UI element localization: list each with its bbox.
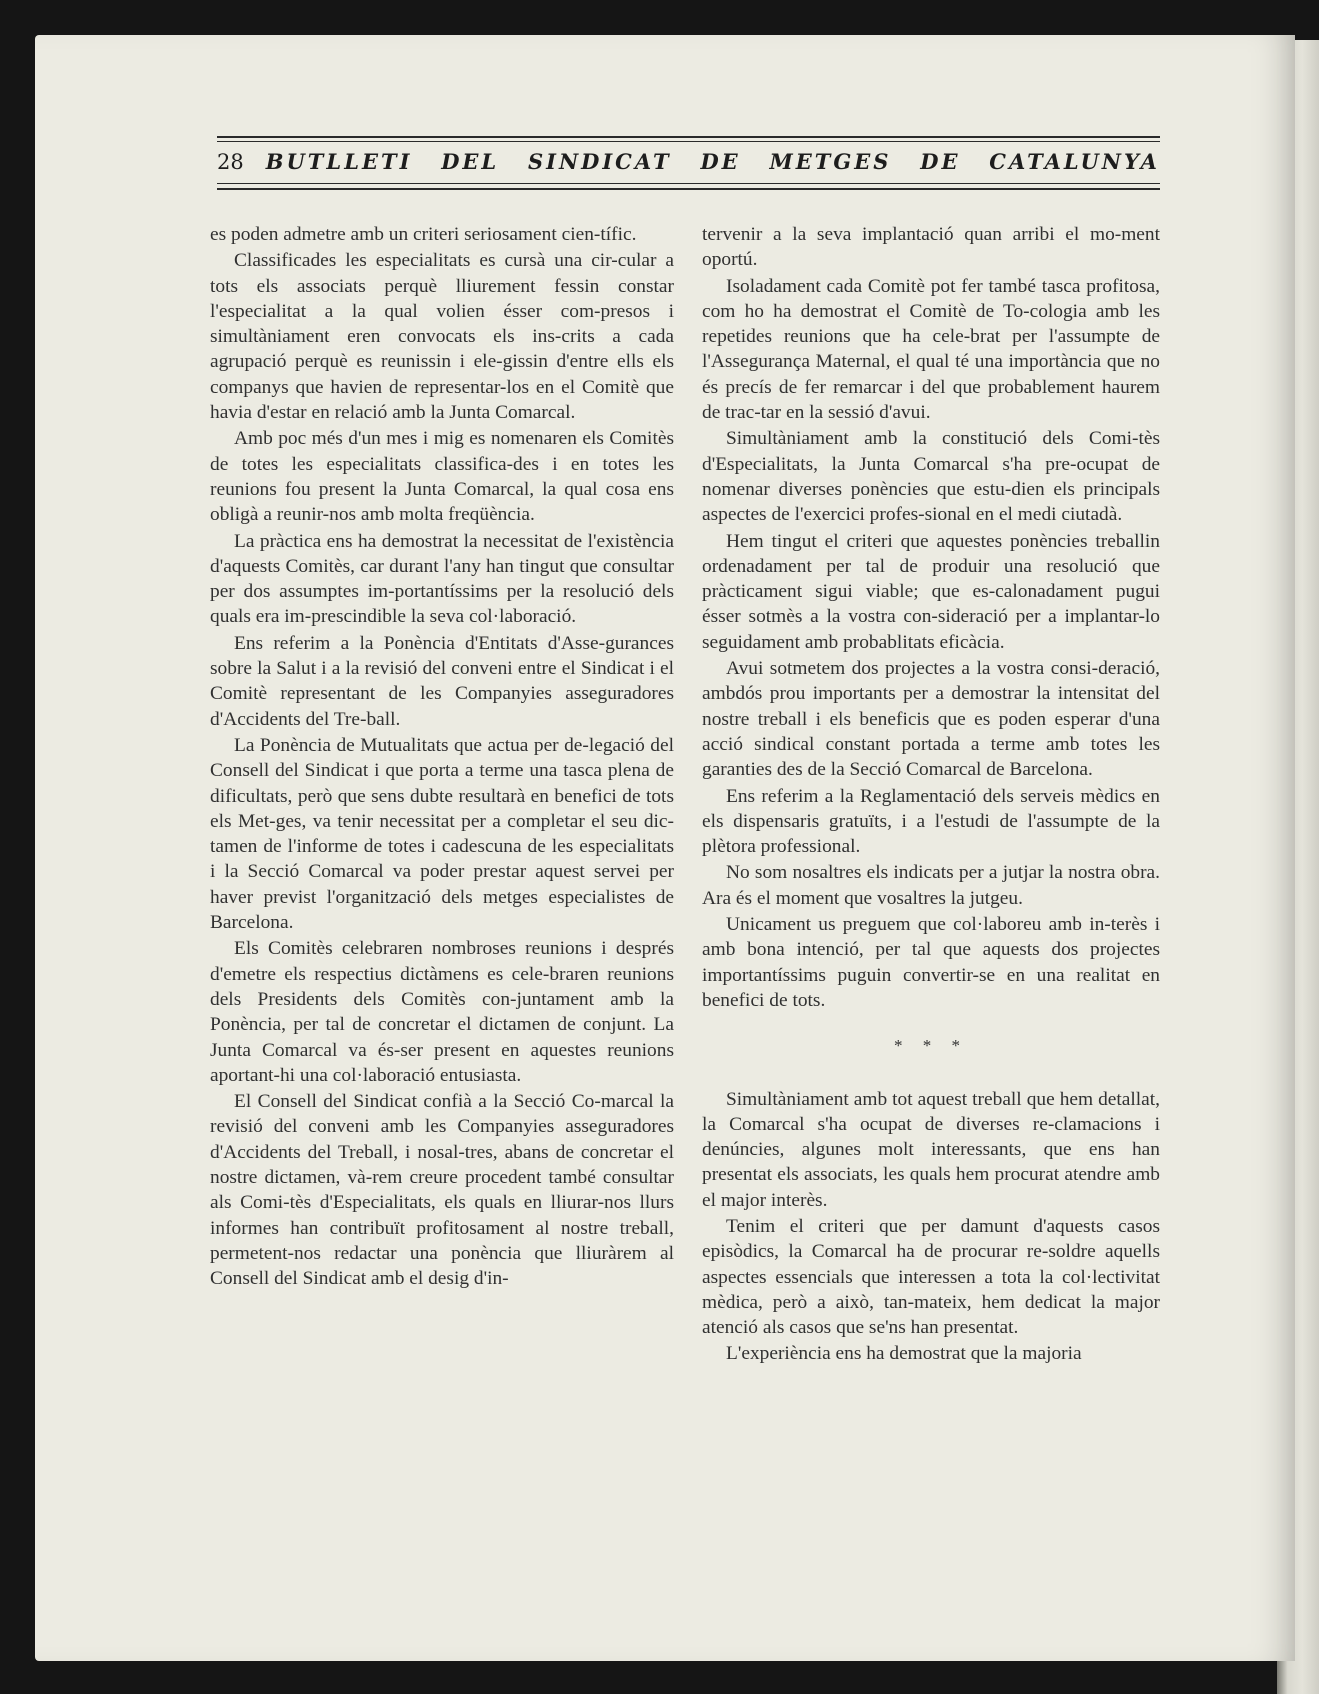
paragraph: Els Comitès celebraren nombroses reunions i després d'emetre els respectius dictàmens es cele-braren reunions dels Presidents dels Comitès con-juntament amb la Ponència, per tal de concretar el dictamen de conjunt. La Junta Comarcal va és-ser present en aquestes reunions aportant-hi una col·laboració entusiasta. — [210, 938, 674, 1086]
title-word: DE — [700, 149, 741, 174]
journal-title — [266, 149, 1160, 174]
title-word: BUTLLETI — [265, 149, 413, 174]
paragraph: No som nosaltres els indicats per a jutjar la nostra obra. Ara és el moment que vosaltres la jutgeu. — [702, 862, 1160, 909]
left-column — [210, 222, 674, 1292]
title-word: CATALUNYA — [989, 149, 1160, 174]
header-top-rule — [217, 136, 1160, 138]
paragraph: Hem tingut el criteri que aquestes ponències treballin ordenadament per tal de produir una resolució que pràcticament sigui viable; que es-calonadament pugui ésser sotmès a la vostra con-sideració per a implantar-lo seguidament amb probablitats eficàcia. — [702, 530, 1160, 653]
paragraph: Simultàniament amb tot aquest treball que hem detallat, la Comarcal s'ha ocupat de diverses re-clamacions i denúncies, algunes molt interessants, que ens han presentat els associats, les quals hem procurat atendre amb el major interès. — [702, 1088, 1160, 1211]
header-line — [217, 149, 1160, 179]
paragraph: Amb poc més d'un mes i mig es nomenaren els Comitès de totes les especialitats classifica-des i en totes les reunions fou present la Junta Comarcal, la qual cosa ens obligà a reunir-nos amb molta freqüència. — [210, 428, 674, 526]
section-separator: * * * — [894, 1036, 968, 1056]
paragraph: Classificades les especialitats es cursà una cir-cular a tots els associats perquè lliurement fessin constar l'especialitat a la qual volien ésser com-presos i simultàniament eren convocats els ins-crits a cada agrupació perquè es reunissin i ele-gissin d'entre ells els companys que havien de representar-los en el Comitè que havia d'estar en relació amb la Junta Comarcal. — [210, 250, 674, 424]
page-number: 28 — [217, 150, 244, 174]
paragraph: Isoladament cada Comitè pot fer també tasca profitosa, com ho ha demostrat el Comitè de To-cologia amb les repetides reunions que ha cele-brat per l'assumpte de l'Assegurança Maternal, el qual té una importància que no és precís de fer remarcar i del que probablement haurem de trac-tar en la sessió d'avui. — [702, 275, 1160, 424]
paragraph: Simultàniament amb la constitució dels Comi-tès d'Especialitats, la Junta Comarcal s'ha pre-ocupat de nomenar diverses ponències que estu-dien els principals aspectes de l'exercici profes-sional en el medi ciutadà. — [702, 428, 1160, 526]
paragraph: Tenim el criteri que per damunt d'aquests casos episòdics, la Comarcal ha de procurar re-soldre aquells aspectes essencials que interessen a tota la col·lectivitat mèdica, però a això, tan-mateix, hem dedicat la major atenció als casos que se'ns han presentat. — [702, 1215, 1160, 1339]
paragraph: tervenir a la seva implantació quan arribi el mo-ment oportú. — [702, 224, 1160, 271]
paragraph: es poden admetre amb un criteri seriosament cien-tífic. — [210, 224, 637, 245]
header-bottom-rule-thin — [217, 183, 1160, 184]
right-column — [702, 222, 1160, 1368]
header-top-rule-thin — [217, 141, 1160, 142]
header-bottom-rule — [217, 188, 1160, 190]
paragraph: La pràctica ens ha demostrat la necessitat de l'existència d'aquests Comitès, car durant l'any han tingut que consultar per dos assumptes im-portantíssims per la resolució dels quals era im-prescindible la seva col·laboració. — [210, 530, 674, 628]
paragraph: Ens referim a la Reglamentació dels serveis mèdics en els dispensaris gratuïts, i a l'estudi de l'assumpte de la plètora professional. — [702, 785, 1160, 858]
paragraph: Ens referim a la Ponència d'Entitats d'Asse-gurances sobre la Salut i a la revisió del conveni entre el Sindicat i el Comitè representant de les Companyies asseguradores d'Accidents del Tre-ball. — [210, 632, 674, 730]
paragraph: La Ponència de Mutualitats que actua per de-legació del Consell del Sindicat i que porta a terme una tasca plena de dificultats, però que sens dubte resultarà en benefici de tots els Met-ges, va tenir necessitat per a completar el seu dic-tamen de l'informe de totes i cadescuna de les especialitats i la Secció Comarcal va poder prestar aquest servei per haver previst l'organització dels metges especialistes de Barcelona. — [210, 734, 674, 934]
paragraph: Unicament us preguem que col·laboreu amb in-terès i amb bona intenció, per tal que aquests dos projectes importantíssims puguin convertir-se en una realitat en benefici de tots. — [702, 914, 1160, 1011]
paragraph: L'experiència ens ha demostrat que la majoria — [726, 1343, 1082, 1365]
paragraph: El Consell del Sindicat confià a la Secció Co-marcal la revisió del conveni amb les Companyies asseguradores d'Accidents del Treball, i nosal-tres, abans de concretar el nostre dictamen, và-rem creure procedent també consultar als Comi-tès d'Especialitats, els quals en lliurar-nos llurs informes han contribuït profitosament al nostre treball, permetent-nos redactar una ponència que lliuràrem al Consell del Sindicat amb el desig d'in- — [210, 1091, 674, 1290]
title-word: DE — [920, 149, 961, 174]
title-word: DEL — [441, 149, 500, 174]
title-word: SINDICAT — [527, 149, 672, 174]
title-word: METGES — [769, 149, 892, 174]
running-header — [217, 136, 1160, 196]
paragraph: Avui sotmetem dos projectes a la vostra consi-deració, ambdós prou importants per a demostrar la intensitat del nostre treball i els beneficis que es poden esperar d'una acció sindical constant portada a terme amb totes les garanties des de la Secció Comarcal de Barcelona. — [702, 658, 1160, 781]
